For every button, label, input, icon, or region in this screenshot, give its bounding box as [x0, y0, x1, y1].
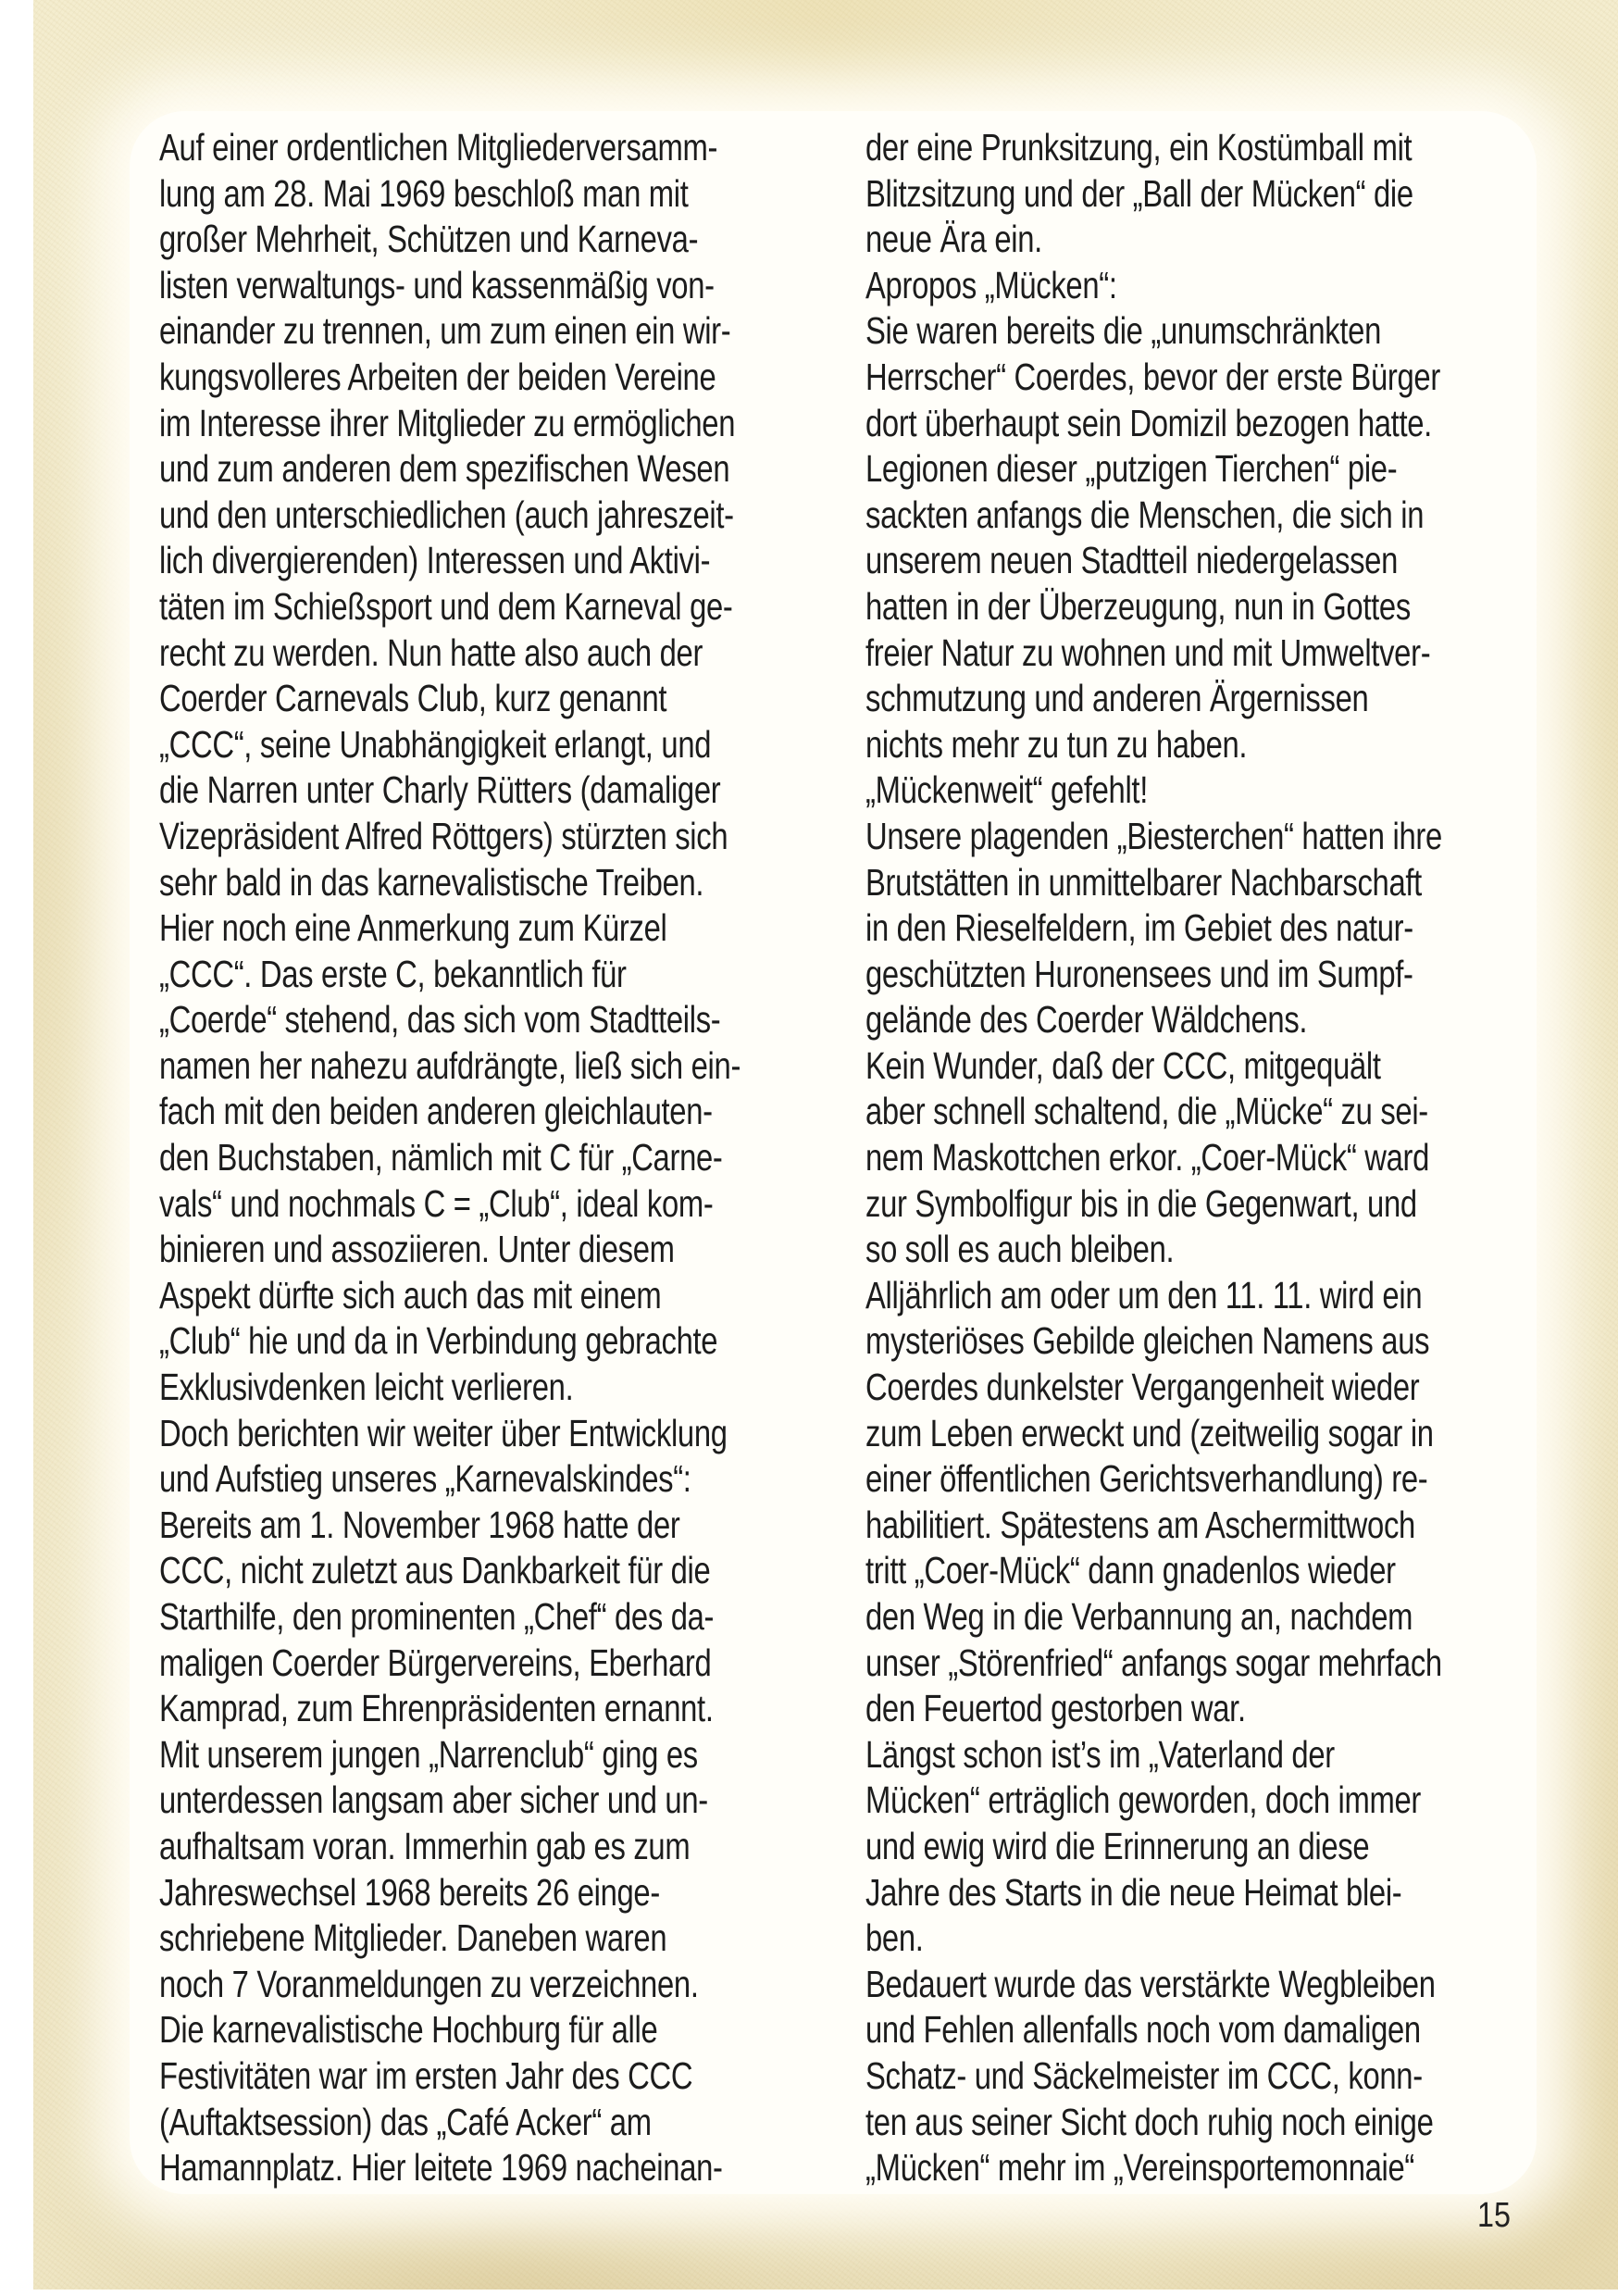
text-line: unterdessen langsam aber sicher und un-: [159, 1778, 708, 1822]
text-line: (Auftaktsession) das „Café Acker“ am: [159, 2100, 652, 2143]
text-line: Jahre des Starts in die neue Heimat blei-: [865, 1870, 1402, 1914]
text-line: und Fehlen allenfalls noch vom damaligen: [865, 2008, 1421, 2052]
text-line: binieren und assoziieren. Unter diesem: [159, 1228, 675, 1271]
text-line: Brutstätten in unmittelbarer Nachbarschaft: [865, 860, 1422, 904]
text-line: geschützten Huronensees und im Sumpf-: [865, 952, 1413, 995]
text-line: den Weg in die Verbannung an, nachdem: [865, 1595, 1413, 1638]
text-line: Legionen dieser „putzigen Tierchen“ pie-: [865, 447, 1398, 491]
text-line: lich divergierenden) Interessen und Aktivi-: [159, 539, 711, 582]
text-line: unserem neuen Stadtteil niedergelassen: [865, 539, 1398, 582]
text-line: und den unterschiedlichen (auch jahreszeit-: [159, 493, 734, 536]
text-line: Hamannplatz. Hier leitete 1969 nacheinan-: [159, 2146, 723, 2190]
text-line: nichts mehr zu tun zu haben.: [865, 722, 1248, 766]
text-line: Schatz- und Säckelmeister im CCC, konn-: [865, 2053, 1423, 2097]
text-line: Jahreswechsel 1968 bereits 26 einge-: [159, 1870, 660, 1914]
text-column-left: [159, 125, 886, 2191]
text-line: tritt „Coer-Mück“ dann gnadenlos wieder: [865, 1549, 1396, 1592]
text-line: Apropos „Mücken“:: [865, 263, 1117, 306]
text-line: zum Leben erweckt und (zeitweilig sogar in: [865, 1411, 1434, 1454]
text-line: und zum anderen dem spezifischen Wesen: [159, 447, 730, 491]
text-line: mysteriöses Gebilde gleichen Namens aus: [865, 1319, 1430, 1363]
text-line: neue Ära ein.: [865, 218, 1042, 261]
text-line: „Mücken“ mehr im „Vereinsportemonnaie“: [865, 2146, 1415, 2190]
text-line: die Narren unter Charly Rütters (damaliger: [159, 768, 721, 812]
text-line: „Coerde“ stehend, das sich vom Stadtteils-: [159, 998, 721, 1042]
text-line: freier Natur zu wohnen und mit Umweltver-: [865, 630, 1431, 674]
text-line: Kein Wunder, daß der CCC, mitgequält: [865, 1043, 1381, 1087]
text-line: sackten anfangs die Menschen, die sich in: [865, 493, 1425, 536]
text-line: gelände des Coerder Wäldchens.: [865, 998, 1308, 1042]
text-line: Kamprad, zum Ehrenpräsidenten ernannt.: [159, 1687, 714, 1730]
text-line: schmutzung und anderen Ärgernissen: [865, 677, 1369, 720]
text-line: habilitiert. Spätestens am Aschermittwoch: [865, 1503, 1415, 1546]
text-line: ten aus seiner Sicht doch ruhig noch einige: [865, 2100, 1434, 2143]
text-line: im Interesse ihrer Mitglieder zu ermöglichen: [159, 401, 736, 444]
text-line: Vizepräsident Alfred Röttgers) stürzten sich: [159, 814, 728, 857]
text-line: „Mückenweit“ gefehlt!: [865, 768, 1149, 812]
text-line: noch 7 Voranmeldungen zu verzeichnen.: [159, 1962, 699, 2005]
text-line: Die karnevalistische Hochburg für alle: [159, 2008, 658, 2052]
text-line: „CCC“. Das erste C, bekanntlich für: [159, 952, 627, 995]
text-line: Bereits am 1. November 1968 hatte der: [159, 1503, 680, 1546]
text-line: lung am 28. Mai 1969 beschloß man mit: [159, 171, 689, 215]
text-line: schriebene Mitglieder. Daneben waren: [159, 1916, 667, 1960]
text-line: großer Mehrheit, Schützen und Karneva-: [159, 218, 699, 261]
text-line: Aspekt dürfte sich auch das mit einem: [159, 1273, 662, 1316]
text-line: maligen Coerder Bürgervereins, Eberhard: [159, 1641, 712, 1684]
text-line: Coerder Carnevals Club, kurz genannt: [159, 677, 667, 720]
text-line: fach mit den beiden anderen gleichlauten-: [159, 1090, 713, 1133]
text-line: recht zu werden. Nun hatte also auch der: [159, 630, 703, 674]
text-line: nem Maskottchen erkor. „Coer-Mück“ ward: [865, 1136, 1430, 1179]
text-line: Exklusivdenken leicht verlieren.: [159, 1366, 574, 1409]
text-line: namen her nahezu aufdrängte, ließ sich ein-: [159, 1043, 741, 1087]
text-line: CCC, nicht zuletzt aus Dankbarkeit für die: [159, 1549, 711, 1592]
page-number: 15: [1477, 2196, 1511, 2235]
text-line: Alljährlich am oder um den 11. 11. wird ein: [865, 1273, 1423, 1316]
text-line: kungsvolleres Arbeiten der beiden Vereine: [159, 355, 716, 398]
text-line: zur Symbolfigur bis in die Gegenwart, und: [865, 1181, 1417, 1225]
text-line: täten im Schießsport und dem Karneval ge-: [159, 584, 733, 628]
text-line: „CCC“, seine Unabhängigkeit erlangt, und: [159, 722, 712, 766]
text-line: Hier noch eine Anmerkung zum Kürzel: [159, 906, 667, 950]
text-line: „Club“ hie und da in Verbindung gebrachte: [159, 1319, 718, 1363]
text-line: Herrscher“ Coerdes, bevor der erste Bürger: [865, 355, 1440, 398]
text-line: aber schnell schaltend, die „Mücke“ zu sei-: [865, 1090, 1428, 1133]
text-column-right: [865, 125, 1587, 2191]
text-line: einander zu trennen, um zum einen ein wir-: [159, 309, 731, 353]
text-line: hatten in der Überzeugung, nun in Gottes: [865, 584, 1411, 628]
text-line: vals“ und nochmals C = „Club“, ideal kom-: [159, 1181, 714, 1225]
text-line: so soll es auch bleiben.: [865, 1228, 1175, 1271]
text-line: Blitzsitzung und der „Ball der Mücken“ die: [865, 171, 1413, 215]
text-line: den Buchstaben, nämlich mit C für „Carne-: [159, 1136, 723, 1179]
text-line: ben.: [865, 1916, 924, 1960]
text-line: unser „Störenfried“ anfangs sogar mehrfach: [865, 1641, 1442, 1684]
text-line: den Feuertod gestorben war.: [865, 1687, 1246, 1730]
text-line: sehr bald in das karnevalistische Treiben.: [159, 860, 704, 904]
text-line: Auf einer ordentlichen Mitgliederversamm-: [159, 126, 718, 168]
text-line: und Aufstieg unseres „Karnevalskindes“:: [159, 1457, 691, 1501]
text-line: Starthilfe, den prominenten „Chef“ des da-: [159, 1595, 715, 1638]
text-line: aufhaltsam voran. Immerhin gab es zum: [159, 1824, 691, 1867]
text-line: Doch berichten wir weiter über Entwicklung: [159, 1411, 728, 1454]
text-line: dort überhaupt sein Domizil bezogen hatte.: [865, 401, 1432, 444]
text-line: Bedauert wurde das verstärkte Wegbleiben: [865, 1962, 1436, 2005]
text-line: Sie waren bereits die „unumschränkten: [865, 309, 1381, 353]
text-line: Mücken“ erträglich geworden, doch immer: [865, 1778, 1422, 1822]
text-line: Mit unserem jungen „Narrenclub“ ging es: [159, 1732, 698, 1776]
text-line: und ewig wird die Erinnerung an diese: [865, 1824, 1370, 1867]
text-line: Coerdes dunkelster Vergangenheit wieder: [865, 1366, 1420, 1409]
text-line: der eine Prunksitzung, ein Kostümball mit: [865, 126, 1413, 168]
text-line: einer öffentlichen Gerichtsverhandlung) re-: [865, 1457, 1428, 1501]
text-line: in den Rieselfeldern, im Gebiet des natur-: [865, 906, 1413, 950]
text-line: listen verwaltungs- und kassenmäßig von-: [159, 263, 715, 306]
text-line: Unsere plagenden „Biesterchen“ hatten ihre: [865, 814, 1442, 857]
text-line: Festivitäten war im ersten Jahr des CCC: [159, 2053, 693, 2097]
text-line: Längst schon ist’s im „Vaterland der: [865, 1732, 1335, 1776]
